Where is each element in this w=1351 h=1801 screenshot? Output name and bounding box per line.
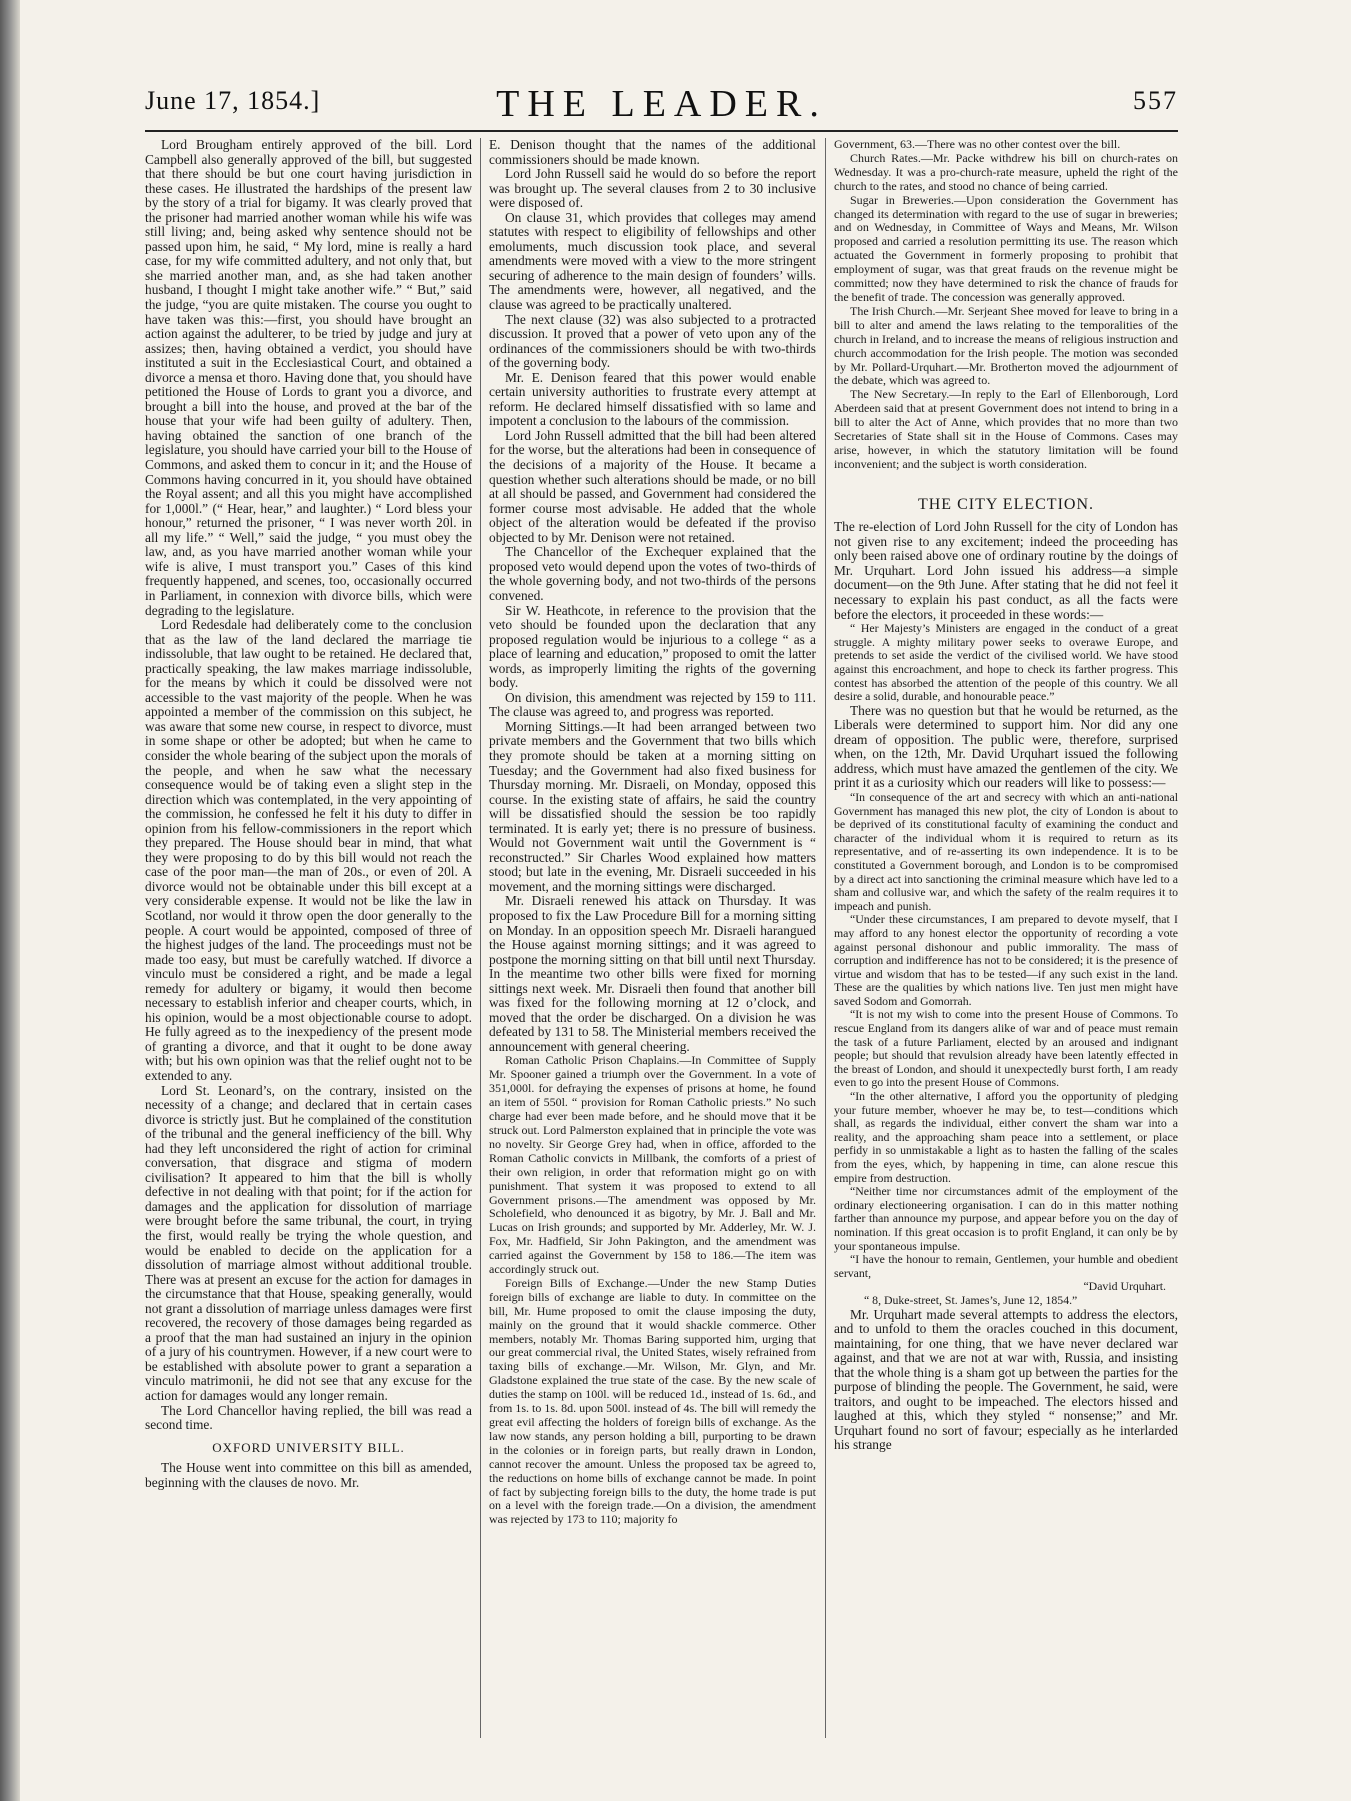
article-paragraph: Mr. Disraeli renewed his attack on Thursday. It was proposed to fix the Law Procedure Bill for a morning sitting on Monday. In an opposition speech Mr. Disraeli harangued the House against morning sittings; and it was agreed to postpone the morning sitting on that bill until next Thursday. In the meantime two other bills were fixed for morning sittings next week. Mr. Disraeli then found that another bill was fixed for the following morning at 12 o’clock, and moved that the order be discharged. On a division he was defeated by 131 to 58. The Ministerial members received the announcement with general cheering.: [489, 893, 816, 1054]
section-heading: THE CITY ELECTION.: [917, 495, 1095, 513]
article-paragraph: Lord John Russell said he would do so before the report was brought up. The several clauses from 2 to 30 inclusive were disposed of.: [489, 166, 816, 211]
article-paragraph: The Irish Church.—Mr. Serjeant Shee moved for leave to bring in a bill to alter and amend the laws relating to the temporalities of the church in Ireland, and to increase the means of religious instruction and church accommodation for the Irish people. The motion was seconded by Mr. Pollard-Urquhart.—Mr. Brotherton moved the adjournment of the debate, which was agreed to.: [834, 303, 1178, 388]
article-paragraph: Lord Redesdale had deliberately come to the conclusion that as the law of the land declared the marriage tie indissoluble, that law ought to be retained. He declared that, practically speaking, the law makes marriage indissoluble, for the means by which it could be dissolved were not accessible to the vast majority of the people. When he was appointed a member of the commission on this subject, he was aware that some new course, in respect to divorce, must in some shape or other be adopted; but when he came to consider the whole bearing of the subject upon the morals of the people, and when he saw what the necessary consequence would be of taking even a slight step in the direction which was contemplated, in the very appointing of the commission, he confessed he felt it his duty to differ in opinion from his fellow-commissioners in the report which they prepared. The House should bear in mind, that what they were proposing to do by this bill would not reach the case of the poor man—the man of 20s., or even of 20l. A divorce would not be obtainable under this bill except at a very considerable expense. It would not be like the law in Scotland, nor would it throw open the door generally to the people. A court would be appointed, composed of three of the highest judges of the land. The proceedings must not be made too easy, but must be carefully watched. If divorce a vinculo must be considered a right, and be made a legal remedy for adultery or bigamy, it would then become necessary to establish inferior and cheaper courts, which, in his opinion, would be a most objectionable course to adopt. He fully agreed as to the inexpediency of the present mode of granting a divorce, and that it ought to be done away with; but his own opinion was that the relief ought not to be extended to any.: [145, 617, 472, 1083]
column-divider: [480, 138, 481, 1738]
quoted-paragraph: “In the other alternative, I afford you the opportunity of pledging your future member, whoever he may be, to test—conditions which shall, as regards the individual, either convert the sham war into a reality, and the approaching sham peace into a settlement, or place perfidy in so unmistakable a light as to hasten the falling of the scales from the eyes, which, by happening in time, can alone rescue this empire from destruction.: [834, 1089, 1178, 1185]
quoted-paragraph: “ Her Majesty’s Ministers are engaged in the conduct of a great struggle. A mighty military power seeks to overawe Europe, and pretends to set aside the verdict of the civilised world. We have stood against this encroachment, and hope to check its farther progress. This contest has absorbed the attention of the people of this country. We all desire a solid, durable, and honourable peace.”: [834, 621, 1178, 704]
page-header: [145, 83, 1178, 126]
section-heading: OXFORD UNIVERSITY BILL.: [212, 1439, 405, 1455]
article-paragraph: Morning Sittings.—It had been arranged between two private members and the Government that two bills which they promote should be taken at a morning sitting on Tuesday; and the Government had also fixed business for Thursday morning. Mr. Disraeli, on Monday, opposed this course. In the existing state of affairs, he said the country will be dissatisfied should the session be too rapidly terminated. It is early yet; there is no pressure of business. Would not Government wait until the Government is “ reconstructed.” Sir Charles Wood explained how matters stood; but late in the evening, Mr. Disraeli succeeded in his movement, and the morning sittings were discharged.: [489, 718, 816, 894]
quotation: [834, 913, 1178, 1008]
article-paragraph: The next clause (32) was also subjected to a protracted discussion. It proved that a power of veto upon any of the ordinances of the commissioners should be with two-thirds of the governing body.: [489, 311, 816, 371]
article-paragraph: Sir W. Heathcote, in reference to the provision that the veto should be founded upon the declaration that any proposed regulation would be injurious to a college “ as a place of learning and education,” proposed to omit the latter words, as improperly limiting the rights of the governing body.: [489, 602, 816, 691]
text-column-1: [145, 138, 472, 1738]
page-number: 557: [1133, 86, 1178, 115]
article-paragraph: The Chancellor of the Exchequer explained that the proposed veto would depend upon the votes of two-thirds of the whole governing body, and not two-thirds of the persons convened.: [489, 544, 816, 603]
article-paragraph: Mr. E. Denison feared that this power would enable certain university authorities to frustrate every attempt at reform. He declared himself dissatisfied with so lame and impotent a conclusion to the labours of the commission.: [489, 369, 816, 429]
quoted-paragraph: “Under these circumstances, I am prepared to devote myself, that I may afford to any honest elector the opportunity of recording a vote against personal dishonour and public immorality. The mass of corruption and indifference has not to be considered; it is the presence of virtue and wisdom that has to be tested—if any such exist in the land. These are the qualities by which nations live. Ten just men might have saved Sodom and Gomorrah.: [834, 912, 1178, 1008]
newspaper-title: THE LEADER.: [496, 83, 827, 125]
quotation: [834, 1008, 1178, 1090]
article-paragraph: On division, this amendment was rejected by 159 to 111. The clause was agreed to, and progress was reported.: [489, 689, 816, 720]
quotation: [834, 1090, 1178, 1185]
article-paragraph: Sugar in Breweries.—Upon consideration the Government has changed its determination with regard to the use of sugar in breweries; and on Wednesday, in Committee of Ways and Means, Mr. Wilson proposed and carried a resolution permitting its use. The reason which actuated the Government in formerly proposing to prohibit that employment of sugar, was that great frauds on the revenue might be committed; now they have determined to risk the chance of frauds for the benefit of trade. The concession was generally approved.: [834, 192, 1178, 304]
article-paragraph: Mr. Urquhart made several attempts to address the electors, and to unfold to them the oracles couched in this document, maintaining, for one thing, that we have never declared war against, and that we are not at war with, Russia, and insisting that the whole thing is a sham got up between the parties for the purpose of blinding the people. The Government, he said, were traitors, and ought to be impeached. The electors hissed and laughed at this, which they styled “ nonsense;” and Mr. Urquhart found no sort of favour; especially as he interlarded his strange: [834, 1306, 1178, 1453]
quotation: [834, 1185, 1178, 1253]
article-paragraph: E. Denison thought that the names of the additional commissioners should be made known.: [489, 138, 816, 167]
article-paragraph: The New Secretary.—In reply to the Earl of Ellenborough, Lord Aberdeen said that at present Government does not intend to bring in a bill to alter the Act of Anne, which provides that no more than two Secretaries of State shall sit in the House of Commons. Cases may arise, however, in which the statutory limitation will be found inconvenient; and the subject is worth consideration.: [834, 387, 1178, 471]
book-binding-edge: [0, 0, 20, 1801]
column-divider: [825, 138, 826, 1738]
article-paragraph: On clause 31, which provides that colleges may amend statutes with respect to eligibility of fellowships and other emoluments, much discussion took place, and several amendments were moved with a view to the more stringent securing of adherence to the main design of founders’ wills. The amendments were, however, all negatived, and the clause was agreed to be practically unaltered.: [489, 209, 816, 313]
quoted-paragraph: “It is not my wish to come into the present House of Commons. To rescue England from its dangers alike of war and of peace must remain the task of a future Parliament, elected by an aroused and indignant people; but should that revulsion already have been latently effected in the breast of London, and should it unexpectedly burst forth, I am ready even to go into the present House of Commons.: [834, 1007, 1178, 1090]
quoted-paragraph: “Neither time nor circumstances admit of the employment of the ordinary electioneering organisation. I can do in this matter nothing farther than announce my purpose, and appear before you on the day of nomination. If this great occasion is to profit England, it can only be by your spontaneous impulse.: [834, 1184, 1178, 1253]
issue-date: June 17, 1854.]: [145, 86, 321, 115]
header-rule: [145, 130, 1178, 132]
article-paragraph: Lord St. Leonard’s, on the contrary, insisted on the necessity of a change; and declared that in certain cases divorce is strictly just. But he complained of the constitution of the tribunal and the general inefficiency of the bill. Why had they left unconsidered the right of action for criminal conversation, that disgrace and stigma of modern civilisation? It appeared to him that the bill is wholly defective in not dealing with that point; for if the action for damages and the application for dissolution of marriage were brought before the same tribunal, the court, in trying the first, would really be trying the whole question, and would be enabled to decide on the application for a dissolution of marriage almost without additional trouble. There was at present an excuse for the action for damages in the circumstance that that House, speaking generally, would not grant a dissolution of marriage unless damages were first recovered, the recovery of those damages being regarded as a proof that the man had sustained an injury in the opinion of a jury of his countrymen. However, if a new court were to be established with absolute power to grant a separation a vinculo matrimonii, he did not see that any excuse for the action for damages would any longer remain.: [145, 1082, 472, 1404]
quotation: [834, 1253, 1178, 1280]
quoted-paragraph: “I have the honour to remain, Gentlemen, your humble and obedient servant,: [834, 1252, 1178, 1280]
article-paragraph: Foreign Bills of Exchange.—Under the new Stamp Duties foreign bills of exchange are liable to duty. In committee on the bill, Mr. Hume proposed to omit the clause imposing the duty, mainly on the ground that it would shackle commerce. Other members, notably Mr. Thomas Baring supported him, urging that our great commercial rival, the United States, wisely refrained from taxing bills of exchange.—Mr. Wilson, Mr. Glyn, and Mr. Gladstone explained the true state of the case. By the new scale of duties the stamp on 100l. will be reduced 1d., instead of 1s. 6d., and from 1s. to 1s. 8d. upon 500l. instead of 4s. The bill will remedy the great evil affecting the holders of foreign bills of exchange. As the law now stands, any person holding a bill, purporting to be drawn in the colonies or in foreign parts, but really drawn in London, cannot recover the amount. Unless the proposed tax be agreed to, the reductions on home bills of exchange cannot be made. In point of fact by subjecting foreign bills to the duty, the home trade is put on a level with the foreign trade.—On a division, the amendment was rejected by 173 to 110; majority fo: [489, 1275, 816, 1527]
address-line: “ 8, Duke-street, St. James’s, June 12, 1854.”: [864, 1292, 1078, 1307]
quoted-paragraph: “In consequence of the art and secrecy with which an anti-national Government has managed this new plot, the city of London is about to be deprived of its constitutional faculty of examining the conduct and character of the individual whom it is required to return as its representative, and of re-asserting its own independence. It is to be constituted a Government borough, and London is to be compromised by a direct act into sanctioning the criminal measure which have led to a sham and collusive war, and which the safety of the realm requires it to impeach and punish.: [834, 789, 1178, 913]
quotation: [834, 791, 1178, 913]
signature-line: “David Urquhart.: [1083, 1279, 1166, 1294]
article-paragraph: The re-election of Lord John Russell for the city of London has not given rise to any excitement; indeed the proceeding has only been raised above one of ordinary routine by the doings of Mr. Urquhart. Lord John issued his address—a simple document—on the 9th June. After stating that he did not feel it necessary to explain his past conduct, as all the facts were before the electors, it proceeded in these words:—: [834, 519, 1178, 622]
article-paragraph: Government, 63.—There was no other contest over the bill.: [834, 138, 1121, 151]
article-paragraph: Roman Catholic Prison Chaplains.—In Committee of Supply Mr. Spooner gained a triumph over the Government. In a vote of 351,000l. for defraying the expenses of prisons at home, he found an item of 550l. “ provision for Roman Catholic priests.” No such charge had ever been made before, and he should move that it be struck out. Lord Palmerston explained that in principle the vote was no novelty. Sir George Grey had, when in office, afforded to the Roman Catholic convicts in Millbank, the comforts of a priest of their own religion, in order that reformation might go on with punishment. That system it was proposed to extend to all Government prisons.—The amendment was opposed by Mr. Scholefield, who denounced it as bigotry, by Mr. J. Ball and Mr. Lucas on Irish grounds; and supported by Mr. Adderley, Mr. W. J. Fox, Mr. Hadfield, Sir John Pakington, and the amendment was carried against the Government by 158 to 186.—The item was accordingly struck out.: [489, 1053, 816, 1277]
article-paragraph: The Lord Chancellor having replied, the bill was read a second time.: [145, 1402, 472, 1433]
text-column-3: [834, 138, 1178, 1738]
text-column-2: [489, 138, 816, 1738]
article-paragraph: Lord John Russell admitted that the bill had been altered for the worse, but the alterations had been in consequence of the decisions of a majority of the House. It became a question whether such alterations should be made, or no bill at all should be passed, and Government had considered the former course most advisable. He added that the whole object of the alteration would be defeated if the proviso objected to by Mr. Denison were not retained.: [489, 427, 816, 545]
quotation: [834, 622, 1178, 704]
article-paragraph: The House went into committee on this bill as amended, beginning with the clauses de novo. Mr.: [145, 1460, 472, 1490]
article-paragraph: Church Rates.—Mr. Packe withdrew his bill on church-rates on Wednesday. It was a pro-church-rate measure, upheld the right of the church to the rates, and stood no chance of being carried.: [834, 150, 1178, 193]
article-paragraph: There was no question but that he would be returned, as the Liberals were determined to support him. Nor did any one dream of opposition. The public were, therefore, surprised when, on the 12th, Mr. David Urquhart issued the following address, which must have amazed the gentlemen of the city. We print it as a curiosity which our readers will like to possess:—: [834, 702, 1178, 791]
article-paragraph: Lord Brougham entirely approved of the bill. Lord Campbell also generally approved of the bill, but suggested that there should be but one court having jurisdiction in these cases. He illustrated the hardships of the present law by the story of a trial for bigamy. It was clearly proved that the prisoner had married another woman while his wife was still living; and, being asked why sentence should not be passed upon him, he said, “ My lord, mine is really a hard case, for my wife committed adultery, and not only that, but she married another man, and, as she had taken another husband, I thought I might take another wife.” “ But,” said the judge, “you are quite mistaken. The course you ought to have taken was this:—first, you should have brought an action against the adulterer, to be tried by judge and jury at assizes; then, having obtained a verdict, you should have instituted a suit in the Ecclesiastical Court, and obtained a divorce a mensa et thoro. Having done that, you should have petitioned the House of Lords to grant you a divorce, and brought a bill into the house, and proved at the bar of the house that your wife had been guilty of adultery. Then, having obtained the sanction of one branch of the legislature, you should have carried your bill to the House of Commons, and asked them to concur in it; and the House of Commons having concurred in it, you should have obtained the Royal assent; and all this you might have accomplished for 1,000l.” (“ Hear, hear,” and laughter.) “ Lord bless your honour,” returned the prisoner, “ I was never worth 20l. in all my life.” “ Well,” said the judge, “ you must obey the law, and, as you have married another woman while your wife is alive, I must transport you.” Cases of this kind frequently happened, and scenes, too, occasionally occurred in Parliament, in connexion with divorce bills, which were degrading to the legislature.: [145, 138, 472, 618]
